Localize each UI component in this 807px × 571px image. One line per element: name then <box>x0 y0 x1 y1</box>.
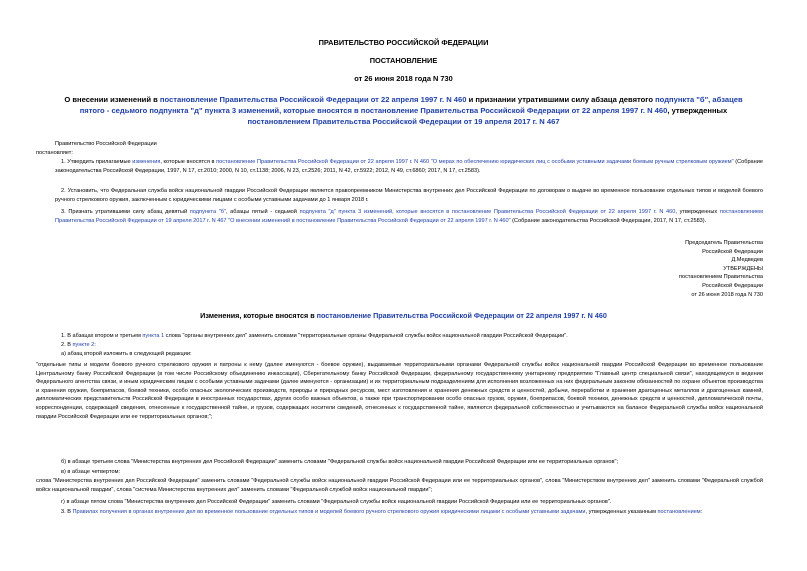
p3-link-decree-467[interactable]: постановлением Правительства Российской Федерации от 19 апреля 2017 г. N 467 "О внесении изменений в постановление Правительства Российской Федерации от 22 апреля 1997 г. N 460" <box>55 209 764 224</box>
intro-government: Правительство Российской Федерации <box>55 141 157 147</box>
approved-date: от 26 июня 2018 года N 730 <box>691 291 763 298</box>
title-text-1: О внесении изменений в <box>64 95 160 104</box>
c1-link-point-1[interactable]: пункта 1 <box>142 333 165 339</box>
changes-title <box>60 310 747 321</box>
approved-org: Российской Федерации <box>702 282 763 289</box>
document-date: от 26 июня 2018 года N 730 <box>354 74 453 83</box>
p1-link-changes[interactable]: изменения <box>132 159 161 165</box>
c3-text-a: 3. В <box>61 509 73 515</box>
paragraph-1 <box>55 158 763 175</box>
c3-link-decree[interactable]: постановлением <box>657 509 701 515</box>
p1-text-b: , которые вносятся в <box>160 159 217 165</box>
c3-text-b: , утвержденных указанным <box>585 509 658 515</box>
title-link-460[interactable]: постановление Правительства Российской Федерации от 22 апреля 1997 г. N 460 <box>159 95 467 104</box>
change-1 <box>55 332 763 341</box>
changes-title-link[interactable]: постановление Правительства Российской Федерации от 22 апреля 1997 г. N 460 <box>316 311 607 320</box>
changes-title-text: Изменения, которые вносятся в <box>200 311 317 320</box>
change-2g: г) в абзаце пятом слова "Министерства внутренних дел Российской Федерации" заменить словами "Федеральной службы войск национальной гвардии Российской Федерации или ее территориальных органов". <box>61 499 612 505</box>
change-2v-text: слова "Министерства внутренних дел Российской Федерации" заменить словами "Федеральной службы войск национальной гвардии Российской Федерации или ее территориальных органов", слова "Министерством внутренних дел" заменить словами "Федеральной службой войск национальной гвардии", слова "система Министерства внутренних дел" заменить словами "Федеральной службой войск национальной гвардии"; <box>36 478 763 493</box>
signature-name: Д.Медведев <box>731 257 763 264</box>
c3-link-rules[interactable]: Правилах получения в органах внутренних дел во временное пользование отдельных типов и моделей боевого ручного стрелкового оружия юридическими лицами с особыми уставными задачами <box>72 509 586 515</box>
title-text-3: , утвержденных <box>667 106 728 115</box>
p1-text-a: 1. Утвердить прилагаемые <box>61 159 133 165</box>
c2-text-b: : <box>94 342 96 348</box>
title-link-467[interactable]: постановлением Правительства Российской Федерации от 19 апреля 2017 г. N 467 <box>247 117 560 126</box>
c2-text-a: 2. В <box>61 342 73 348</box>
c3-text-c: : <box>700 509 703 515</box>
title-text-2: и признании утратившими силу абзаца девятого <box>466 95 656 104</box>
c1-text-a: 1. В абзацах втором и третьем <box>61 333 143 339</box>
c1-text-b: слова "органы внутренних дел" заменить словами "территориальные органы Федеральной службы войск национальной гвардии Российской Федерации". <box>164 333 568 339</box>
change-2 <box>55 341 763 350</box>
change-2v: в) в абзаце четвертом: <box>61 469 121 475</box>
title-link-subpoints[interactable]: подпункта "б", абзацев пятого - седьмого подпункта "д" пункта 3 изменений, которые вносятся в постановление Правительства Российской Федерации от 22 апреля 1997 г. N 460 <box>79 95 743 115</box>
p3-text-c: , утвержденных <box>675 209 720 215</box>
signature-position: Председатель Правительства <box>685 240 763 246</box>
approved-by: постановлением Правительства <box>678 274 763 281</box>
document-type-heading: ПОСТАНОВЛЕНИЕ <box>369 56 438 65</box>
change-2b: б) в абзаце третьем слова "Министерства внутренних дел Российской Федерации" заменить словами "Федеральной службы войск национальной гвардии Российской Федерации или ее территориальных органов"; <box>61 459 619 465</box>
paragraph-2: 2. Установить, что Федеральная служба войск национальной гвардии Российской Федерации является правопреемником Министерства внутренних дел Российской Федерации по договорам о выдаче во временное пользование отдельных типов и моделей боевого ручного стрелкового оружия, заключенным с юридическими лицами с особыми уставными задачами до 1 января 2018 г. <box>55 188 763 203</box>
c2-link-point-2[interactable]: пункте 2 <box>72 342 95 348</box>
p3-link-subpoint-d[interactable]: подпункта "д" пункта 3 изменений, которые вносятся в постановление Правительства Российской Федерации от 22 апреля 1997 г. N 460 <box>299 209 676 215</box>
signature-block <box>679 239 763 299</box>
government-heading: ПРАВИТЕЛЬСТВО РОССИЙСКОЙ ФЕДЕРАЦИИ <box>318 38 489 47</box>
change-3 <box>55 508 763 517</box>
paragraph-3 <box>55 208 763 225</box>
intro-decrees: постановляет: <box>36 150 73 156</box>
p3-text-b: , абзацы пятый - седьмой <box>225 209 300 215</box>
change-2a: а) абзац второй изложить в следующей редакции: <box>61 351 192 357</box>
p3-text-a: 3. Признать утратившими силу абзац девятый <box>61 209 190 215</box>
approved-label: УТВЕРЖДЕНЫ <box>723 265 763 272</box>
document-title <box>60 94 747 127</box>
p3-link-subpoint-b[interactable]: подпункта "б" <box>189 209 226 215</box>
signature-org: Российской Федерации <box>702 248 763 255</box>
p1-link-decree[interactable]: постановление Правительства Российской Федерации от 22 апреля 1997 г. N 460 "О мерах по обеспечению юридических лиц с особыми уставными задачами боевым ручным стрелковым оружием" <box>216 159 734 165</box>
p1-text-c: (Собрание законодательства Российской Федерации, 1997, N 17, ст.2010; 2000, N 10, ст.1138; 2006, N 23, ст.2526; 2011, N 42, ст.5922; 2012, N 49, ст.6860; 2017, N 17, ст.2583). <box>55 159 763 174</box>
p3-text-d: (Собрание законодательства Российской Федерации, 2017, N 17, ст.2583). <box>510 217 707 224</box>
change-2a-quote: "отдельные типы и модели боевого ручного стрелкового оружия и патроны к нему (далее именуются - боевое оружие), выдаваемые территориальными органами Федеральной службы войск национальной гвардии Российской Федерации во временное пользование Центральному банку Российской Федерации (в том числе Российскому объединению инкассации), Сберегательному банку Российской Федерации, федеральному государственному унитарному предприятию "Главный центр специальной связи", находящемуся в ведении Федерального агентства связи, и иным юридическим лицам с особыми уставными задачами (далее именуются - организации) и их территориальным подразделениям для исполнения возложенных на них федеральным законом обязанностей по охране объектов производства и хранения оружия, боеприпасов, боевой техники, особо опасных экологических производств, природы и природных ресурсов, мест изготовления и хранения денежных средств и ценностей, добычи, переработки и хранения драгоценных металлов и драгоценных камней, дипломатических представительств Российской Федерации в иностранных государствах, других особо важных объектов, а также при транспортировании особо опасных грузов, оружия, боеприпасов, боевой техники, денежных средств и ценностей, дипломатической почты, корреспонденции, содержащей сведения, отнесенные к государственной тайне, и грузов, содержащих носители сведений, отнесенных к государственной тайне, являются федеральной собственностью и учитываются на балансе Федеральной службы войск национальной гвардии Российской Федерации или ее территориальных органов;"; <box>36 362 763 420</box>
